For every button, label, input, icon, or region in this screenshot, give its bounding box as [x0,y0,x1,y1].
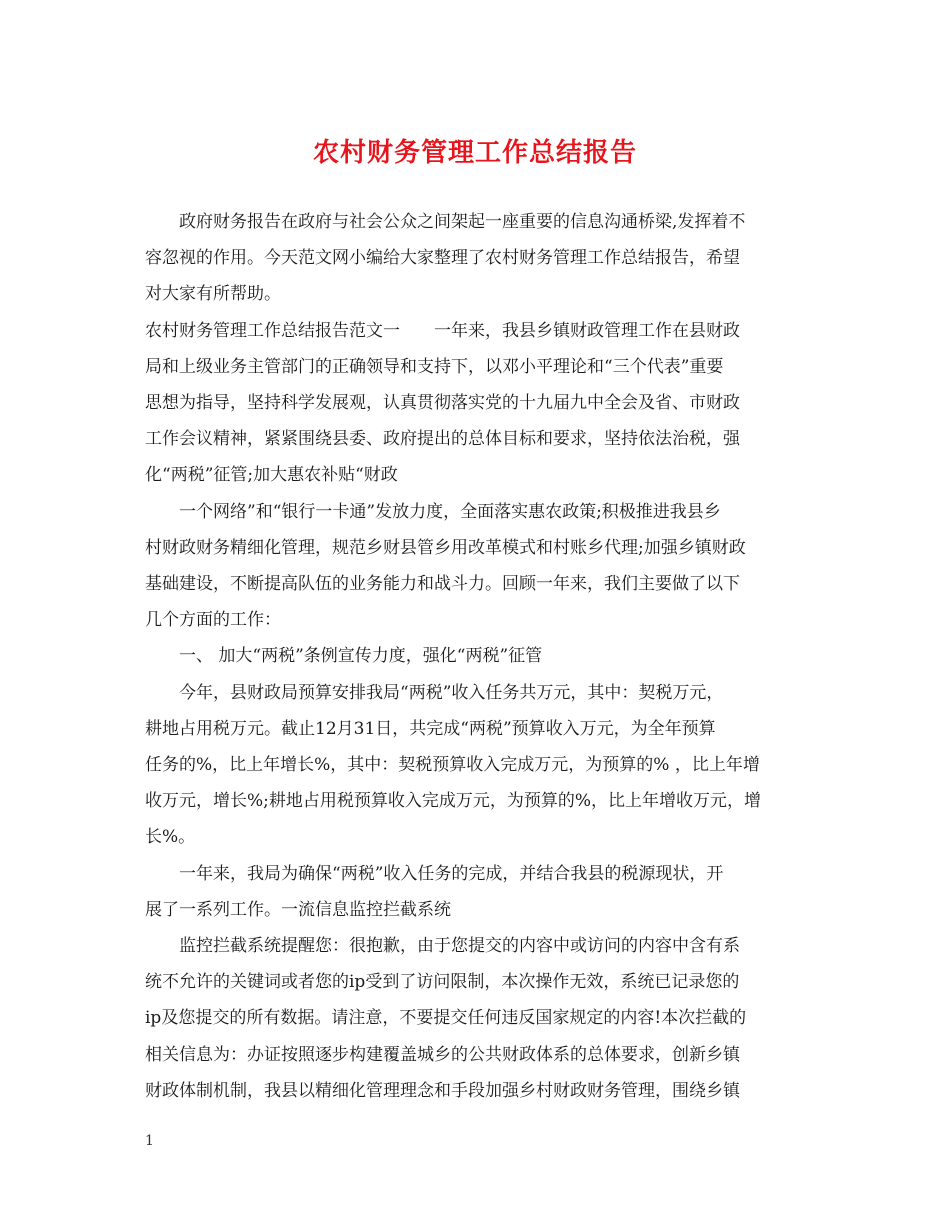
document-body [145,204,810,1109]
text-line: 一年来，我局为确保“两税”收入任务的完成，并结合我县的税源现状，开 [179,863,724,884]
text-line: 相关信息为：办证按照逐步构建覆盖城乡的公共财政体系的总体要求，创新乡镇 [145,1044,740,1065]
text-line: 局和上级业务主管部门的正确领导和支持下，以邓小平理论和“三个代表”重要 [145,356,724,377]
text-line: ip及您提交的所有数据。请注意，不要提交任何违反国家规定的内容!本次拦截的 [145,1008,747,1029]
text-line: 基础建设，不断提高队伍的业务能力和战斗力。回顾一年来，我们主要做了以下 [145,574,740,595]
text-line: 财政体制机制，我县以精细化管理理念和手段加强乡村财政财务管理，围绕乡镇 [145,1080,740,1101]
text-line: 一、 加大“两税”条例宣传力度，强化“两税”征管 [179,646,543,667]
text-line: 今年，县财政局预算安排我局“两税”收入任务共万元，其中：契税万元， [179,682,724,703]
text-line: 工作会议精神，紧紧围绕县委、政府提出的总体目标和要求，坚持依法治税，强 [145,429,740,450]
page-number: 1 [145,1133,154,1149]
text-line: 一个网络”和“银行一卡通”发放力度，全面落实惠农政策;积极推进我县乡 [179,501,721,522]
document-title: 农村财务管理工作总结报告 [312,138,637,168]
text-line: 收万元，增长%;耕地占用税预算收入完成万元，为预算的%，比上年增收万元，增 [145,791,762,812]
text-line: 村财政财务精细化管理，规范乡财县管乡用改革模式和村账乡代理;加强乡镇财政 [145,537,746,558]
text-line: 政府财务报告在政府与社会公众之间架起一座重要的信息沟通桥梁,发挥着不 [179,212,746,232]
text-line: 农村财务管理工作总结报告范文一 一年来，我县乡镇财政管理工作在县财政 [145,320,740,341]
text-line: 化“两税”征管;加大惠农补贴“财政 [145,465,398,486]
text-line: 几个方面的工作： [145,610,281,631]
text-line: 统不允许的关键词或者您的ip受到了访问限制，本次操作无效，系统已记录您的 [145,972,740,993]
text-line: 思想为指导，坚持科学发展观，认真贯彻落实党的十九届九中全会及省、市财政 [145,393,740,414]
text-line: 长%。 [145,827,196,848]
text-line: 任务的%，比上年增长%，其中：契税预算收入完成万元，为预算的% ，比上年增 [145,755,760,776]
text-line: 容忽视的作用。今天范文网小编给大家整理了农村财务管理工作总结报告，希望 [145,248,740,269]
text-line: 监控拦截系统提醒您：很抱歉，由于您提交的内容中或访问的内容中含有系 [179,936,740,957]
text-line: 对大家有所帮助。 [145,284,281,305]
text-line: 展了一系列工作。一流信息监控拦截系统 [145,899,451,920]
text-line: 耕地占用税万元。截止12月31日，共完成“两税”预算收入万元，为全年预算 [145,718,716,739]
